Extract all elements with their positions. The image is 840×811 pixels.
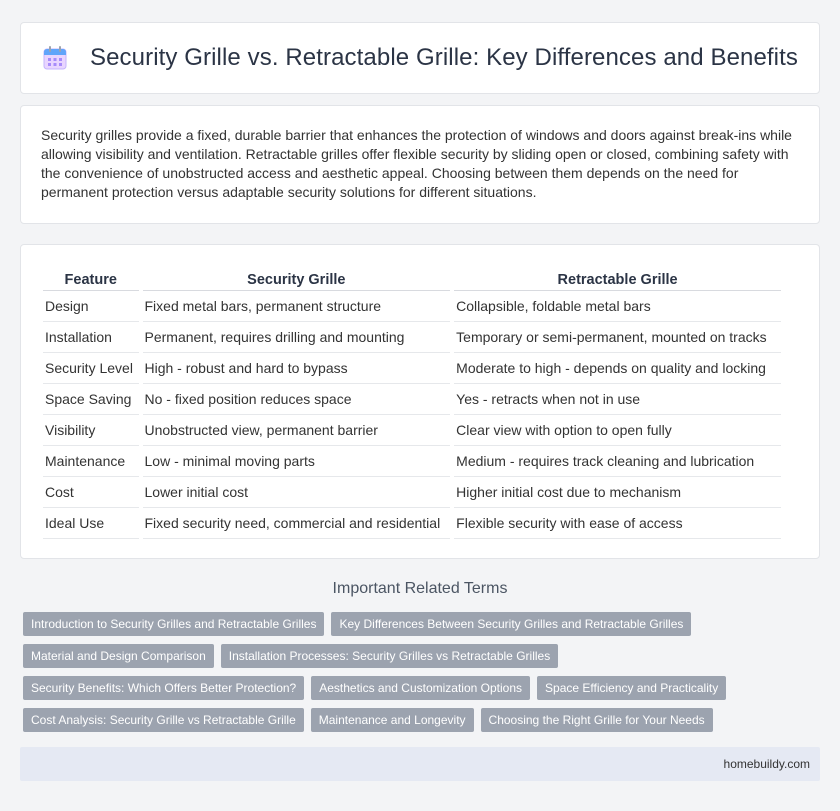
related-term-link[interactable]: Key Differences Between Security Grilles and Retractable Grilles xyxy=(331,612,691,636)
feature-cell: Space Saving xyxy=(43,384,139,415)
intro-card xyxy=(20,105,820,224)
retractable-grille-cell: Medium - requires track cleaning and lubrication xyxy=(454,446,781,477)
table-row xyxy=(43,446,781,477)
security-grille-cell: Fixed security need, commercial and residential xyxy=(143,508,451,539)
security-grille-cell: Lower initial cost xyxy=(143,477,451,508)
table-row xyxy=(43,477,781,508)
related-term-link[interactable]: Space Efficiency and Practicality xyxy=(537,676,726,700)
header-card xyxy=(20,22,820,94)
table-row xyxy=(43,322,781,353)
security-grille-cell: No - fixed position reduces space xyxy=(143,384,451,415)
feature-cell: Design xyxy=(43,291,139,322)
table-row xyxy=(43,384,781,415)
calendar-icon xyxy=(42,45,68,71)
tag-row xyxy=(23,708,813,732)
feature-cell: Security Level xyxy=(43,353,139,384)
security-grille-cell: Permanent, requires drilling and mounting xyxy=(143,322,451,353)
header-retractable-grille: Retractable Grille xyxy=(454,265,781,291)
retractable-grille-cell: Clear view with option to open fully xyxy=(454,415,781,446)
related-terms-list xyxy=(23,612,813,740)
feature-cell: Ideal Use xyxy=(43,508,139,539)
retractable-grille-cell: Moderate to high - depends on quality and locking xyxy=(454,353,781,384)
retractable-grille-cell: Higher initial cost due to mechanism xyxy=(454,477,781,508)
retractable-grille-cell: Temporary or semi-permanent, mounted on tracks xyxy=(454,322,781,353)
retractable-grille-cell: Collapsible, foldable metal bars xyxy=(454,291,781,322)
related-term-link[interactable]: Choosing the Right Grille for Your Needs xyxy=(481,708,713,732)
related-term-link[interactable]: Introduction to Security Grilles and Retractable Grilles xyxy=(23,612,324,636)
related-term-link[interactable]: Security Benefits: Which Offers Better Protection? xyxy=(23,676,304,700)
related-term-link[interactable]: Aesthetics and Customization Options xyxy=(311,676,530,700)
comparison-table-card xyxy=(20,244,820,559)
footer xyxy=(20,747,820,781)
security-grille-cell: Fixed metal bars, permanent structure xyxy=(143,291,451,322)
comparison-table xyxy=(39,265,785,539)
tag-row xyxy=(23,612,813,636)
header-security-grille: Security Grille xyxy=(143,265,451,291)
header xyxy=(21,23,819,93)
table-row xyxy=(43,291,781,322)
footer-site-link[interactable]: homebuildy.com xyxy=(723,757,810,771)
table-row xyxy=(43,415,781,446)
security-grille-cell: Unobstructed view, permanent barrier xyxy=(143,415,451,446)
table-header-row xyxy=(43,265,781,291)
related-term-link[interactable]: Maintenance and Longevity xyxy=(311,708,474,732)
page-title: Security Grille vs. Retractable Grille: Key Differences and Benefits xyxy=(90,44,798,71)
feature-cell: Maintenance xyxy=(43,446,139,477)
security-grille-cell: High - robust and hard to bypass xyxy=(143,353,451,384)
related-term-link[interactable]: Installation Processes: Security Grilles vs Retractable Grilles xyxy=(221,644,558,668)
retractable-grille-cell: Yes - retracts when not in use xyxy=(454,384,781,415)
related-term-link[interactable]: Material and Design Comparison xyxy=(23,644,214,668)
related-terms-title: Important Related Terms xyxy=(332,580,508,597)
feature-cell: Visibility xyxy=(43,415,139,446)
security-grille-cell: Low - minimal moving parts xyxy=(143,446,451,477)
intro-paragraph: Security grilles provide a fixed, durable barrier that enhances the protection of windows and doors against break-ins while allowing visibility and ventilation. Retractable grilles offer flexible security by sliding open or closed, combining safety with the convenience of unobstructed access and aesthetic appeal. Choosing between them depends on the need for permanent protection versus adaptable security solutions for different situations. xyxy=(41,127,792,200)
retractable-grille-cell: Flexible security with ease of access xyxy=(454,508,781,539)
feature-cell: Installation xyxy=(43,322,139,353)
table-row xyxy=(43,508,781,539)
tag-row xyxy=(23,644,813,668)
table-row xyxy=(43,353,781,384)
feature-cell: Cost xyxy=(43,477,139,508)
tag-row xyxy=(23,676,813,700)
related-term-link[interactable]: Cost Analysis: Security Grille vs Retractable Grille xyxy=(23,708,304,732)
header-feature: Feature xyxy=(43,265,139,291)
